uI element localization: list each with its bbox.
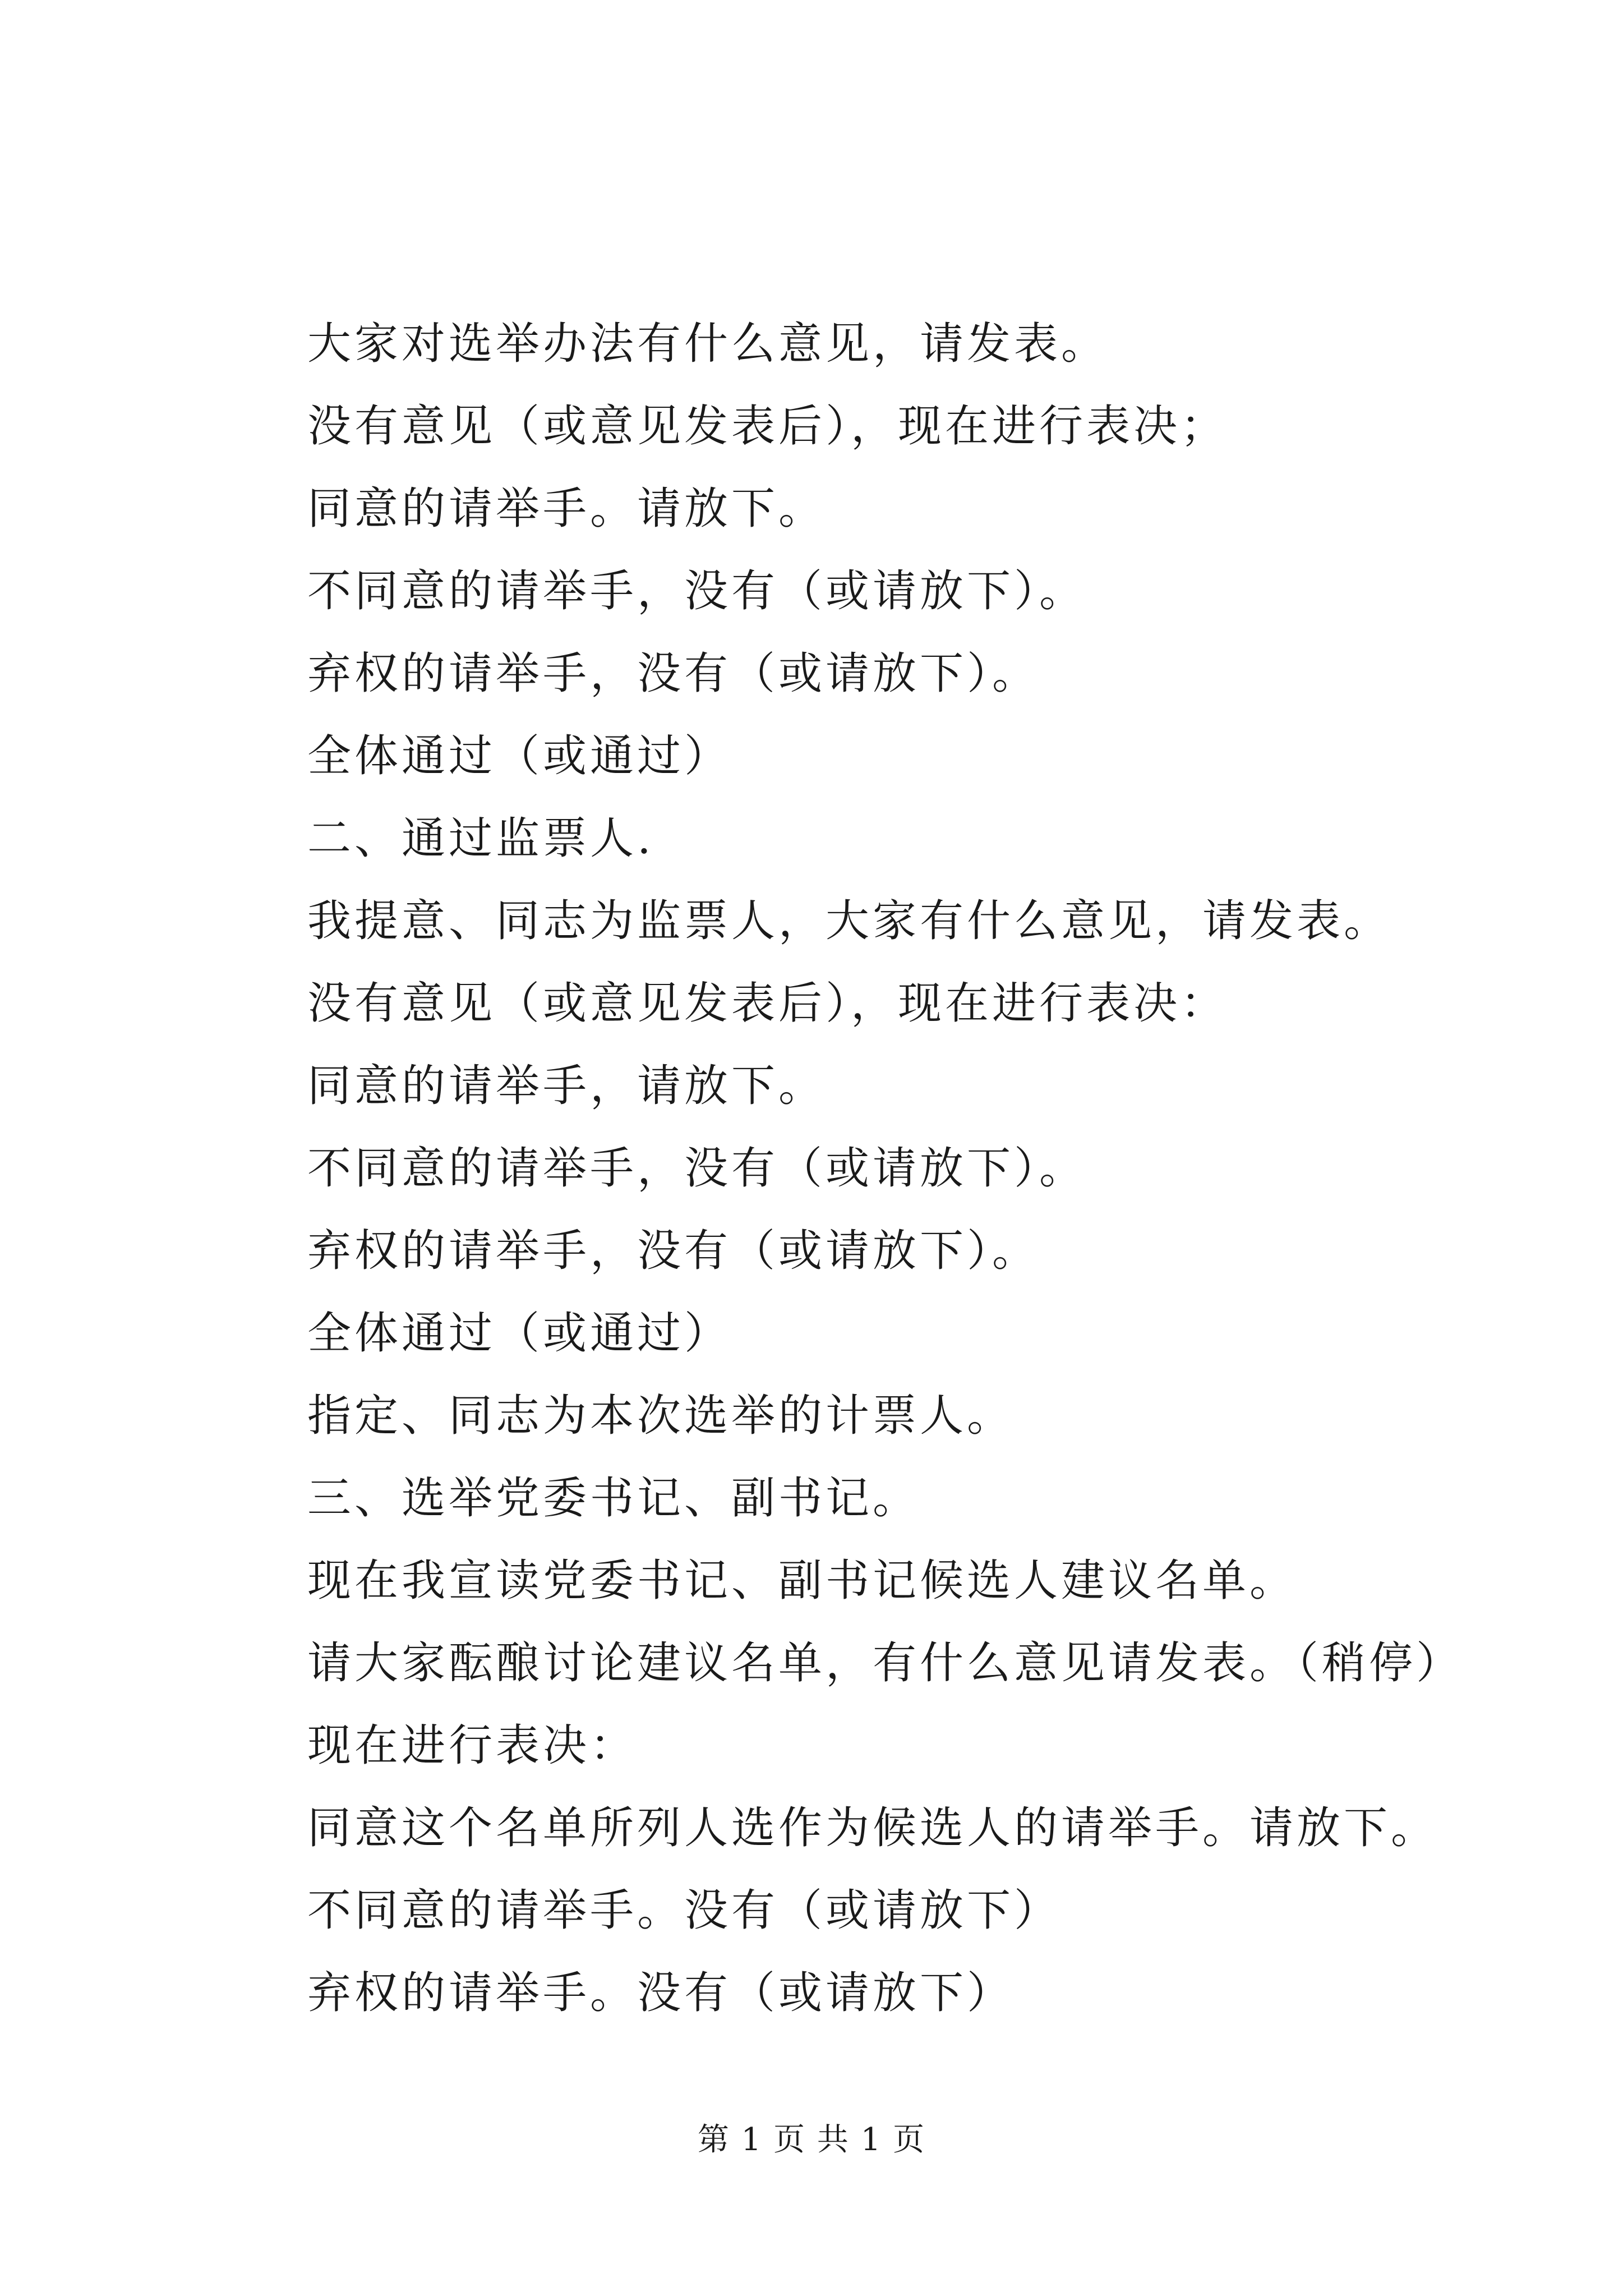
text-line: 同意这个名单所列人选作为候选人的请举手。请放下。 (307, 1803, 1438, 1853)
text-line: 全体通过（或通过） (307, 731, 732, 781)
text-line: 不同意的请举手，没有（或请放下）。 (307, 566, 1087, 616)
text-line: 指定、同志为本次选举的计票人。 (307, 1391, 1015, 1441)
text-line: 没有意见（或意见发表后），现在进行表决： (307, 978, 1228, 1029)
text-line: 没有意见（或意见发表后），现在进行表决； (307, 401, 1228, 452)
text-line: 大家对选举办法有什么意见，请发表。 (307, 319, 1109, 369)
text-line: 不同意的请举手，没有（或请放下）。 (307, 1143, 1087, 1194)
page-number-footer: 第 1 页 共 1 页 (697, 2122, 926, 2158)
text-line: 我提意、同志为监票人，大家有什么意见，请发表。 (307, 896, 1391, 946)
section-heading: 三、选举党委书记、副书记。 (307, 1473, 920, 1524)
text-line: 弃权的请举手，没有（或请放下）。 (307, 1226, 1040, 1276)
text-line: 现在进行表决： (307, 1720, 638, 1771)
text-line: 同意的请举手，请放下。 (307, 1061, 826, 1111)
text-line: 请大家酝酿讨论建议名单，有什么意见请发表。（稍停） (307, 1638, 1464, 1688)
section-heading: 二、通过监票人. (307, 813, 654, 864)
document-body (307, 303, 1541, 2035)
text-line: 弃权的请举手。没有（或请放下） (307, 1968, 1015, 2018)
text-line: 不同意的请举手。没有（或请放下） (307, 1885, 1062, 1936)
text-line: 现在我宣读党委书记、副书记候选人建议名单。 (307, 1556, 1297, 1606)
text-line: 全体通过（或通过） (307, 1308, 732, 1359)
text-line: 弃权的请举手，没有（或请放下）。 (307, 648, 1040, 699)
text-line: 同意的请举手。请放下。 (307, 484, 826, 534)
